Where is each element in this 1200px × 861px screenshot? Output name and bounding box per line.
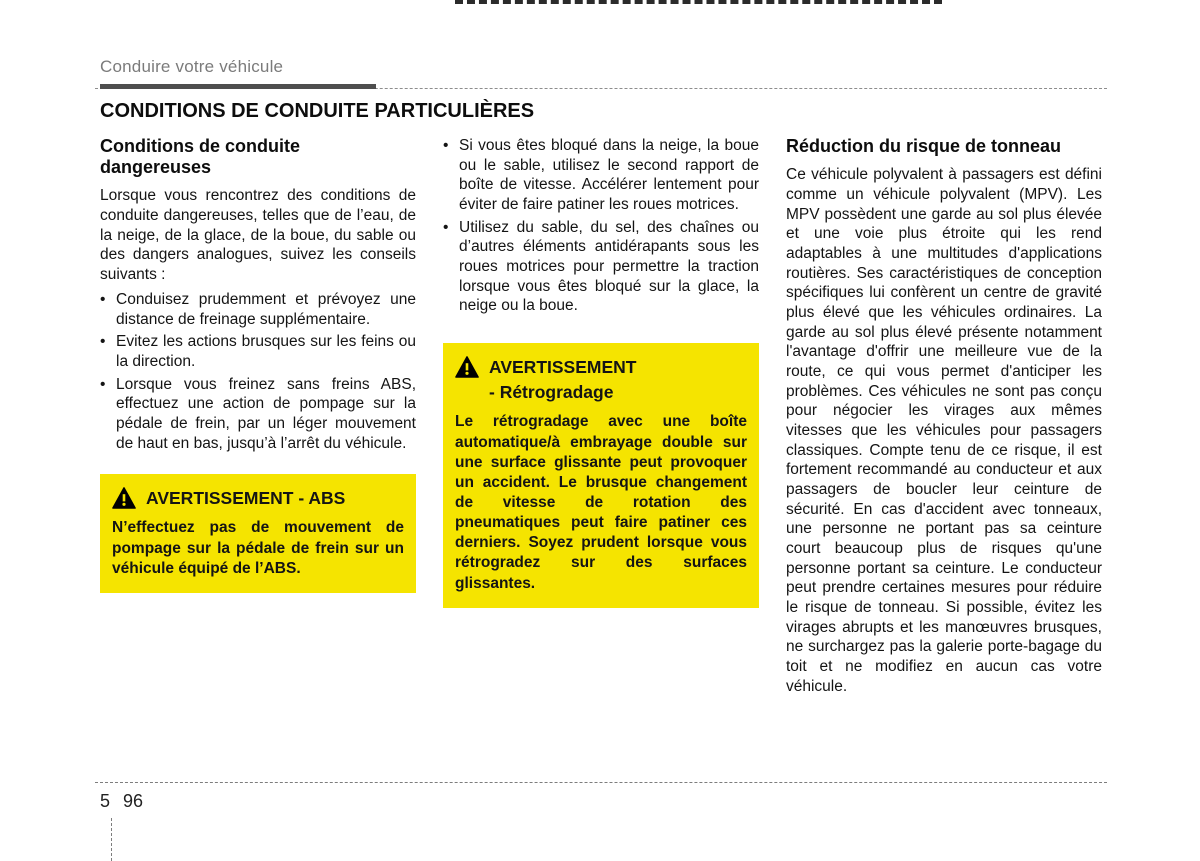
footer-vertical-dashed-mark bbox=[111, 818, 112, 861]
bullet-dot: • bbox=[443, 137, 449, 154]
list-item bbox=[443, 218, 759, 316]
warning-body: Le rétrogradage avec une boîte automatique/à embrayage double sur une surface glissante peut provoquer un accident. Le brusque changement de vitesse de rotation des pneumatiques peut faire patiner ces derniers. Soyez prudent lorsque vous rétrogradez sur des surfaces glissantes. bbox=[455, 413, 747, 592]
warning-box-abs bbox=[100, 474, 416, 593]
warning-title: AVERTISSEMENT - ABS bbox=[146, 488, 346, 509]
bullet-dot: • bbox=[443, 218, 449, 236]
column-3 bbox=[786, 136, 1102, 701]
warning-box-retrogradage bbox=[443, 343, 759, 608]
intro-paragraph: Lorsque vous rencontrez des conditions de conduite dangereuses, telles que de l’eau, de la neige, de la glace, de la boue, du sable ou des dangers analogues, suivez les conseils suivants : bbox=[100, 187, 416, 284]
list-item bbox=[100, 290, 416, 329]
header-solid-rule bbox=[100, 84, 376, 89]
warning-title-row bbox=[112, 487, 404, 509]
bullet-dot: • bbox=[100, 290, 106, 308]
warning-subtitle: - Rétrogradage bbox=[489, 382, 614, 403]
body-paragraph: Ce véhicule polyvalent à passagers est défini comme un véhicule polyvalent (MPV). Les MPV possèdent une garde au sol plus élevée et une voie plus étroite qui les rend adaptables à une multitudes d'applications routières. Ses caractéristiques de conception spécifiques lui confèrent un centre de gravité plus élevé que les véhicules ordinaires. La garde au sol plus élevé présente notamment l'avantage d'offrir une meilleure vue de la route, ce qui vous permet d'anticiper les problèmes. Ces véhicules ne sont pas conçu pour négocier les virages aux mêmes vitesses que les véhicules pour passagers classiques. Compte tenu de ce risque, il est fortement recommandé au conducteur et aux passagers de boucler leur ceinture de sécurité. En cas d'accident avec tonneaux, une personne ne portant pas sa ceinture court beaucoup plus de risques qu'une personne portant sa ceinture. Le conducteur peut prendre certaines mesures pour réduire le risque de tonneau. Si possible, évitez les virages abrupts et les manœuvres brusques, ne surchargez pas la galerie porte-bagage du toit et ne modifiez en aucun cas votre véhicule. bbox=[786, 166, 1102, 695]
bullet-text: Conduisez prudemment et prévoyez une distance de freinage supplémentaire. bbox=[116, 290, 416, 328]
page-title: CONDITIONS DE CONDUITE PARTICULIÈRES bbox=[100, 100, 535, 122]
bullet-text: Evitez les actions brusques sur les feins ou la direction. bbox=[116, 333, 416, 370]
chapter-header: Conduire votre véhicule bbox=[100, 57, 284, 76]
bullet-text: Si vous êtes bloqué dans la neige, la boue ou le sable, utilisez le second rapport de boîte de vitesse. Accélérer lentement pour éviter de faire patiner les roues motrices. bbox=[459, 137, 759, 214]
page-number-chapter: 5 bbox=[100, 791, 111, 811]
warning-title: AVERTISSEMENT bbox=[489, 357, 637, 378]
page-number-page: 96 bbox=[123, 791, 144, 811]
section-heading-conditions-dangereuses: Conditions de conduite dangereuses bbox=[100, 136, 300, 178]
bullet-dot: • bbox=[100, 333, 106, 351]
list-item bbox=[100, 332, 416, 371]
bullet-text: Utilisez du sable, du sel, des chaînes ou d’autres éléments antidérapants sous les roues motrices pour permettre la traction lorsque vous êtes bloqué sur la glace, la neige ou la boue. bbox=[459, 218, 759, 315]
section-heading-reduction-tonneau: Réduction du risque de tonneau bbox=[786, 136, 1062, 156]
warning-triangle-icon bbox=[112, 487, 136, 509]
column-1 bbox=[100, 136, 416, 701]
warning-title-row bbox=[455, 356, 747, 378]
bullet-dot: • bbox=[100, 375, 106, 393]
list-item bbox=[443, 136, 759, 215]
list-item bbox=[100, 375, 416, 454]
footer-dashed-rule bbox=[95, 782, 1107, 783]
top-edge-dashed-line bbox=[455, 0, 942, 4]
content-columns bbox=[100, 136, 1102, 701]
page-number bbox=[100, 791, 143, 812]
bullet-text: Lorsque vous freinez sans freins ABS, effectuez une action de pompage sur la pédale de frein, par un léger mouvement de haut en bas, jusqu’à l’arrêt du véhicule. bbox=[116, 375, 416, 452]
warning-body: N’effectuez pas de mouvement de pompage sur la pédale de frein sur un véhicule équipé de l’ABS. bbox=[112, 519, 404, 577]
warning-triangle-icon bbox=[455, 356, 479, 378]
column-2 bbox=[443, 136, 759, 701]
